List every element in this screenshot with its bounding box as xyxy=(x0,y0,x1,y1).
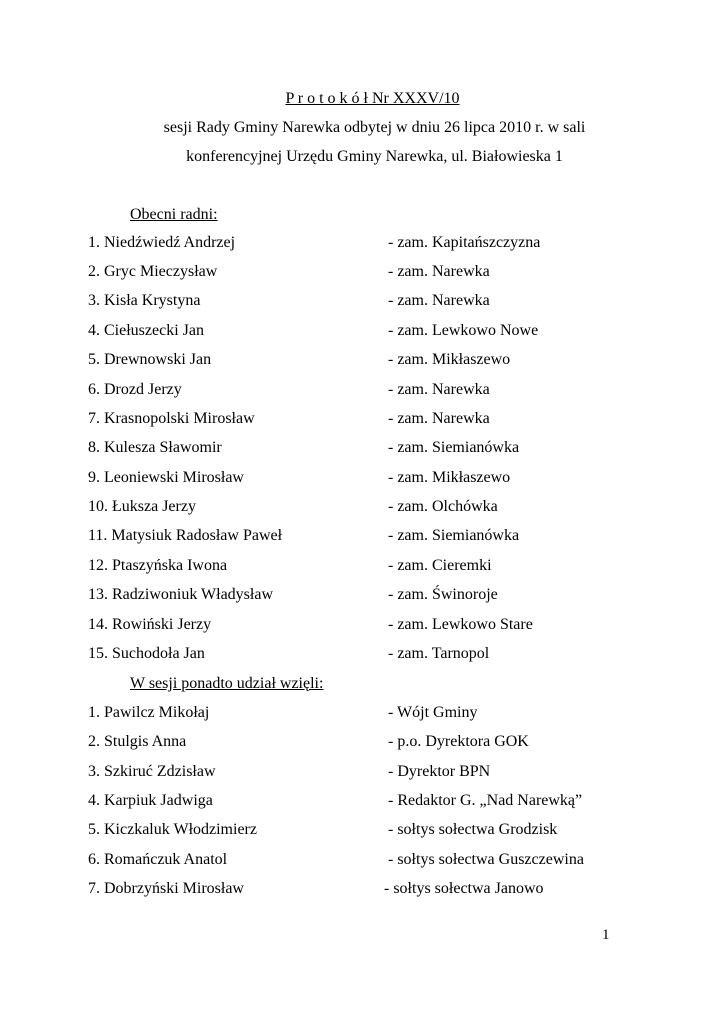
member-residence: - zam. Mikłaszewo xyxy=(388,469,511,486)
member-name: 12. Ptaszyńska Iwona xyxy=(88,557,228,574)
member-residence: - zam. Cieremki xyxy=(388,557,492,574)
document-subtitle-line-1: sesji Rady Gminy Narewka odbytej w dniu 26 lipca 2010 r. w sali xyxy=(163,119,586,136)
member-name: 9. Leoniewski Mirosław xyxy=(88,469,244,486)
present-list-item xyxy=(88,262,648,282)
guest-name: 5. Kiczkaluk Włodzimierz xyxy=(88,821,257,838)
member-name: 4. Ciełuszecki Jan xyxy=(88,322,204,339)
guest-list-item xyxy=(88,879,648,899)
member-residence: - zam. Tarnopol xyxy=(388,645,490,662)
present-list-item xyxy=(88,468,648,488)
member-name: 6. Drozd Jerzy xyxy=(88,381,182,398)
member-residence: - zam. Narewka xyxy=(388,292,490,309)
guest-role: - Wójt Gminy xyxy=(388,704,478,721)
member-name: 1. Niedźwiedź Andrzej xyxy=(88,234,236,251)
present-councillors-heading: Obecni radni: xyxy=(130,206,218,223)
member-name: 13. Radziwoniuk Władysław xyxy=(88,586,274,603)
present-list-item xyxy=(88,497,648,517)
member-name: 5. Drewnowski Jan xyxy=(88,351,212,368)
guest-name: 6. Romańczuk Anatol xyxy=(88,851,228,868)
guests-heading: W sesji ponadto udział wzięli: xyxy=(130,675,324,692)
guest-role: - sołtys sołectwa Grodzisk xyxy=(388,821,558,838)
guest-list-item xyxy=(88,732,648,752)
guest-list-item xyxy=(88,850,648,870)
member-residence: - zam. Lewkowo Stare xyxy=(388,616,533,633)
guest-list-item xyxy=(88,820,648,840)
guest-role: - sołtys sołectwa Guszczewina xyxy=(388,851,584,868)
document-title: P r o t o k ó ł Nr XXXV/10 xyxy=(285,90,460,107)
member-name: 11. Matysiuk Radosław Paweł xyxy=(88,527,283,544)
member-name: 15. Suchodoła Jan xyxy=(88,645,205,662)
member-name: 8. Kulesza Sławomir xyxy=(88,439,222,456)
present-list-item xyxy=(88,321,648,341)
document-subtitle-line-2: konferencyjnej Urzędu Gminy Narewka, ul. Białowieska 1 xyxy=(186,148,563,165)
present-list-item xyxy=(88,409,648,429)
member-residence: - zam. Narewka xyxy=(388,410,490,427)
guest-list-item xyxy=(88,762,648,782)
member-residence: - zam. Narewka xyxy=(388,381,490,398)
present-list-item xyxy=(88,526,648,546)
guest-name: 1. Pawilcz Mikołaj xyxy=(88,704,210,721)
present-list-item xyxy=(88,380,648,400)
member-residence: - zam. Olchówka xyxy=(388,498,498,515)
page-number: 1 xyxy=(602,927,610,943)
present-list-item xyxy=(88,615,648,635)
guest-role: - Dyrektor BPN xyxy=(388,763,491,780)
member-name: 10. Łuksza Jerzy xyxy=(88,498,196,515)
member-name: 7. Krasnopolski Mirosław xyxy=(88,410,255,427)
member-residence: - zam. Kapitańszczyzna xyxy=(388,234,541,251)
present-list-item xyxy=(88,644,648,664)
present-list-item xyxy=(88,585,648,605)
member-name: 14. Rowiński Jerzy xyxy=(88,616,212,633)
present-list-item xyxy=(88,350,648,370)
present-list-item xyxy=(88,291,648,311)
guest-role: - p.o. Dyrektora GOK xyxy=(388,733,529,750)
present-list-item xyxy=(88,438,648,458)
member-name: 2. Gryc Mieczysław xyxy=(88,263,218,280)
guest-list-item xyxy=(88,703,648,723)
member-residence: - zam. Świnoroje xyxy=(388,586,498,603)
member-residence: - zam. Lewkowo Nowe xyxy=(388,322,539,339)
present-list-item xyxy=(88,556,648,576)
guest-role: - sołtys sołectwa Janowo xyxy=(384,880,544,897)
guest-name: 2. Stulgis Anna xyxy=(88,733,187,750)
guest-name: 3. Szkiruć Zdzisław xyxy=(88,763,216,780)
guest-list-item xyxy=(88,791,648,811)
guest-role: - Redaktor G. „Nad Narewką” xyxy=(388,792,583,809)
guest-name: 7. Dobrzyński Mirosław xyxy=(88,880,244,897)
member-residence: - zam. Siemianówka xyxy=(388,439,520,456)
member-name: 3. Kisła Krystyna xyxy=(88,292,201,309)
member-residence: - zam. Siemianówka xyxy=(388,527,520,544)
member-residence: - zam. Narewka xyxy=(388,263,490,280)
present-list-item xyxy=(88,233,648,253)
guest-name: 4. Karpiuk Jadwiga xyxy=(88,792,213,809)
member-residence: - zam. Mikłaszewo xyxy=(388,351,511,368)
document-header xyxy=(0,84,725,171)
